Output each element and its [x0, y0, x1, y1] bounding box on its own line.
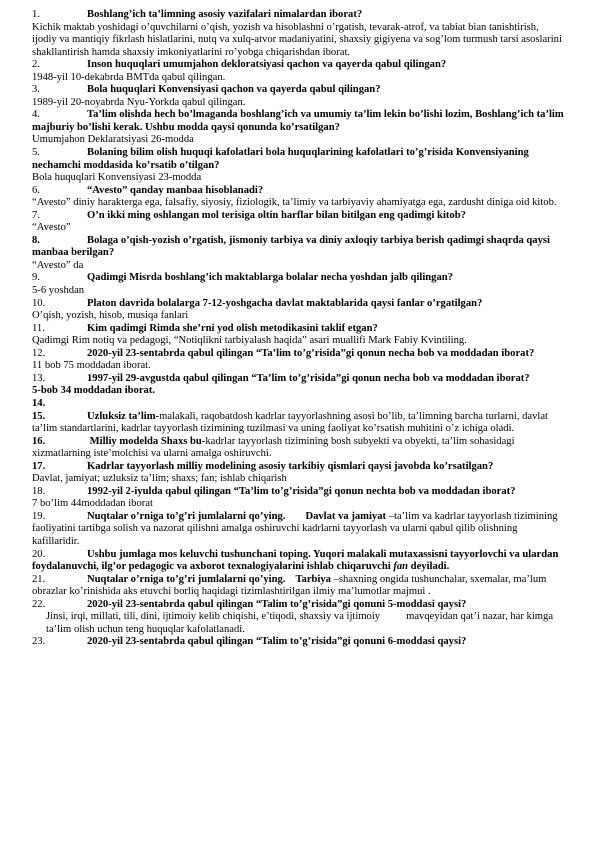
answer-text: 5-bob 34 moddadan iborat.: [32, 385, 156, 397]
question-text: Bolaga o’qish-yozish o’rgatish, jismoniy tarbiya va diniy axloqiy tarbiya berish qadimgi shaqrda qaysi manbaa berilgan?: [32, 234, 550, 259]
question-item-4: [32, 109, 566, 147]
term-text: Tarbiya: [295, 573, 331, 585]
question-item-14: [32, 398, 566, 411]
answer-text: –ta’lim va kadrlar tayyorlash tizimining faoliyatini tartibga solish va nazorat qilishni amalga oshiruvchi kadrlarni tayyorlash va ularni qabul qilib olishning kafillaridir.: [32, 510, 558, 547]
question-item-16: [32, 436, 566, 461]
question-item-17: [32, 461, 566, 486]
question-item-2: [32, 59, 566, 84]
question-number: 1.: [32, 9, 40, 20]
question-text: Boshlang’ich ta’limning asosiy vazifalari nimalardan iborat?: [87, 9, 363, 20]
question-number: 15.: [32, 410, 46, 422]
question-number: 14.: [32, 397, 46, 409]
question-text-end: deyiladi.: [408, 561, 450, 573]
question-number: 18.: [32, 485, 46, 497]
question-item-1: [32, 9, 566, 59]
question-number: 6.: [32, 184, 40, 196]
question-text: Kadrlar tayyorlash milliy modelining asosiy tarkibiy qismlari qaysi javobda ko’rsatilgan?: [87, 460, 494, 472]
question-number: 4.: [32, 109, 40, 121]
question-number: 7.: [32, 209, 40, 221]
question-number: 5.: [32, 147, 40, 159]
question-item-21: [32, 574, 566, 599]
answer-text: –shaxning ongida tushunchalar, sxemalar, ma’lum obrazlar ko’rinishida aks etuvchi borliq haqidagi tizimlashtirilgan ilmiy ma’lumotlar majmui .: [32, 573, 547, 598]
question-text: 1992-yil 2-iyulda qabul qilingan “Ta’lim to’g’risida”gi qonun nechta bob va moddadan iborat?: [87, 485, 516, 497]
definition-term: Milliy modelda Shaxs bu-: [87, 435, 206, 447]
question-number: 13.: [32, 372, 46, 384]
answer-text: 1948-yil 10-dekabrda BMTda qabul qilingan.: [32, 71, 226, 83]
question-item-15: [32, 411, 566, 436]
answer-text: “Avesto”: [32, 222, 71, 234]
question-text: Platon davrida bolalarga 7-12-yoshgacha davlat maktablarida qaysi fanlar o’rgatilgan?: [87, 297, 483, 309]
question-item-20: [32, 549, 566, 574]
answer-text-cont: mavqeyidan qat’i nazar, har kimga ta’lim olish uchun teng huquqlar kafolatlanadi.: [46, 611, 554, 635]
question-item-3: [32, 84, 566, 109]
question-number: 9.: [32, 272, 40, 284]
answer-text: “Avesto” da: [32, 259, 84, 271]
question-number: 8.: [32, 234, 40, 246]
question-text: Ta’lim olishda hech bo’lmaganda boshlang’ich va umumiy ta’lim lekin bo’lishi lozim, Boshlang’ich ta’lim majburiy bo’lishi kerak. Ushbu modda qaysi qonunda ko’rsatilgan?: [32, 109, 564, 133]
question-number: 2.: [32, 59, 40, 71]
question-number: 16.: [32, 435, 46, 447]
question-number: 11.: [32, 322, 45, 334]
question-text: “Avesto” qanday manbaa hisoblanadi?: [87, 184, 264, 196]
question-item-10: [32, 298, 566, 323]
question-text: O’n ikki ming oshlangan mol terisiga oltin harflar bilan bitilgan eng qadimgi kitob?: [87, 209, 466, 221]
question-item-7: [32, 210, 566, 235]
question-text: Bola huquqlari Konvensiyasi qachon va qayerda qabul qilingan?: [87, 84, 381, 96]
definition-text: kadrlar tayyorlash tizimining bosh subyekti va obyekti, ta’lim sohasidagi xizmatlarning iste’molchisi va ularni amalga oshiruvchi.: [32, 435, 515, 460]
question-item-5: [32, 147, 566, 185]
question-item-23: [32, 636, 566, 649]
answer-text: Jinsi, irqi, millati, tili, dini, ijtimoiy kelib chiqishi, e’tiqodi, shaxsiy va ijtimoiy: [46, 611, 381, 623]
question-text: Ushbu jumlaga mos keluvchi tushunchani toping. Yuqori malakali mutaxassisni tayyorlovchi va ulardan foydalanuvchi, ilg’or pedagogic va axborot texnalogiyalarini ishlab chiqaruvchi: [32, 548, 559, 573]
question-text: Nuqtalar o’rniga to’g’ri jumlalarni qo’ying.: [87, 573, 286, 585]
term-text: Davlat va jamiyat: [305, 510, 387, 522]
question-text: Nuqtalar o’rniga to’g’ri jumlalarni qo’ying.: [87, 510, 286, 522]
answer-text: 7 bo’lim 44moddadan iborat: [32, 498, 153, 510]
question-number: 21.: [32, 573, 46, 585]
question-text: 2020-yil 23-sentabrda qabul qilingan “Talim to’g’risida”gi qonuni 5-moddasi qaysi?: [87, 598, 467, 610]
question-number: 10.: [32, 297, 46, 309]
answer-text: Umumjahon Deklaratsiyasi 26-modda: [32, 134, 194, 146]
question-number: 20.: [32, 548, 46, 560]
question-item-13: [32, 373, 566, 398]
question-item-12: [32, 348, 566, 373]
answer-text: 11 bob 75 moddadan iborat.: [32, 360, 151, 372]
answer-text: Davlat, jamiyat; uzluksiz ta’lim; shaxs; fan; ishlab chiqarish: [32, 473, 287, 485]
question-item-9: [32, 272, 566, 297]
question-text: 2020-yil 23-sentabrda qabul qilingan “Talim to’g’risida”gi qonuni 6-moddasi qaysi?: [87, 636, 467, 648]
answer-text: Kichik maktab yoshidagi o’quvchilarni o’qish, yozish va hisoblashni o’rgatish, tevarak-atrof, va tabiat bian tanishtirish, ijodiy va mantiqiy fikrlash hislatlarini, nutq va xulq-atvor madaniyatini, shaxsiy gigiyena va sog’lom turmush tarsi asoslarini shakllantirish hamda shaxsiy imkoniyatlarini ro’yobga chiqarishdan iborat.: [32, 21, 562, 58]
question-item-19: [32, 511, 566, 549]
question-number: 3.: [32, 84, 40, 96]
question-text: Bolaning bilim olish huquqi kafolatlari bola huquqlarining kafolatlari to’g’risida Konvensiyaning nechamchi moddasida ko’rsatib o’tilgan?: [32, 147, 529, 171]
question-text: Inson huquqlari umumjahon dekloratsiyasi qachon va qayerda qabul qilingan?: [87, 59, 447, 71]
answer-text: 5-6 yoshdan: [32, 285, 85, 297]
question-item-18: [32, 486, 566, 511]
definition-text: malakali, raqobatdosh kadrlar tayyorlashning asosi bo’lib, ta’limning barcha turlarni, davlat ta’lim standartlarini, kadrlar tayyorlash tizimining tuzilmasi va uning faoliyat ko’rsatish muhitini o’z ichiga oladi.: [32, 410, 549, 435]
question-item-8: [32, 235, 566, 273]
answer-text: 1989-yil 20-noyabrda Nyu-Yorkda qabul qilingan.: [32, 96, 246, 108]
question-item-11: [32, 323, 566, 348]
question-number: 19.: [32, 510, 46, 522]
question-text: Kim qadimgi Rimda she’rni yod olish metodikasini taklif etgan?: [87, 322, 378, 334]
question-number: 22.: [32, 598, 46, 610]
answer-term: fan: [393, 561, 409, 573]
answer-text: Bola huquqlari Konvensiyasi 23-modda: [32, 172, 202, 184]
question-item-6: [32, 185, 566, 210]
question-text: Qadimgi Misrda boshlang’ich maktablarga bolalar necha yoshdan jalb qilingan?: [87, 272, 453, 284]
question-text: 2020-yil 23-sentabrda qabul qilingan “Ta’lim to’g’risida”gi qonun necha bob va moddadan iborat?: [87, 347, 535, 359]
question-item-22: [32, 599, 566, 637]
question-text: 1997-yil 29-avgustda qabul qilingan “Ta’lim to’g’risida”gi qonun necha bob va moddadan iborat?: [87, 372, 530, 384]
question-number: 12.: [32, 347, 46, 359]
answer-text: Qadimgi Rim notiq va pedagogi, “Notiqlikni tarbiyalash haqida” asari muallifi Mark Fabiy Kvintiling.: [32, 335, 467, 347]
answer-text: “Avesto” diniy harakterga ega, falsafiy, siyosiy, fiziologik, ta’limiy va tarbiyaviy ahamiyatga ega, zardusht diniga oid kitob.: [32, 197, 557, 209]
question-number: 23.: [32, 636, 46, 648]
definition-term: Uzluksiz ta’lim-: [87, 410, 160, 422]
answer-text: O’qish, yozish, hisob, musiqa fanlari: [32, 310, 189, 322]
question-number: 17.: [32, 460, 46, 472]
